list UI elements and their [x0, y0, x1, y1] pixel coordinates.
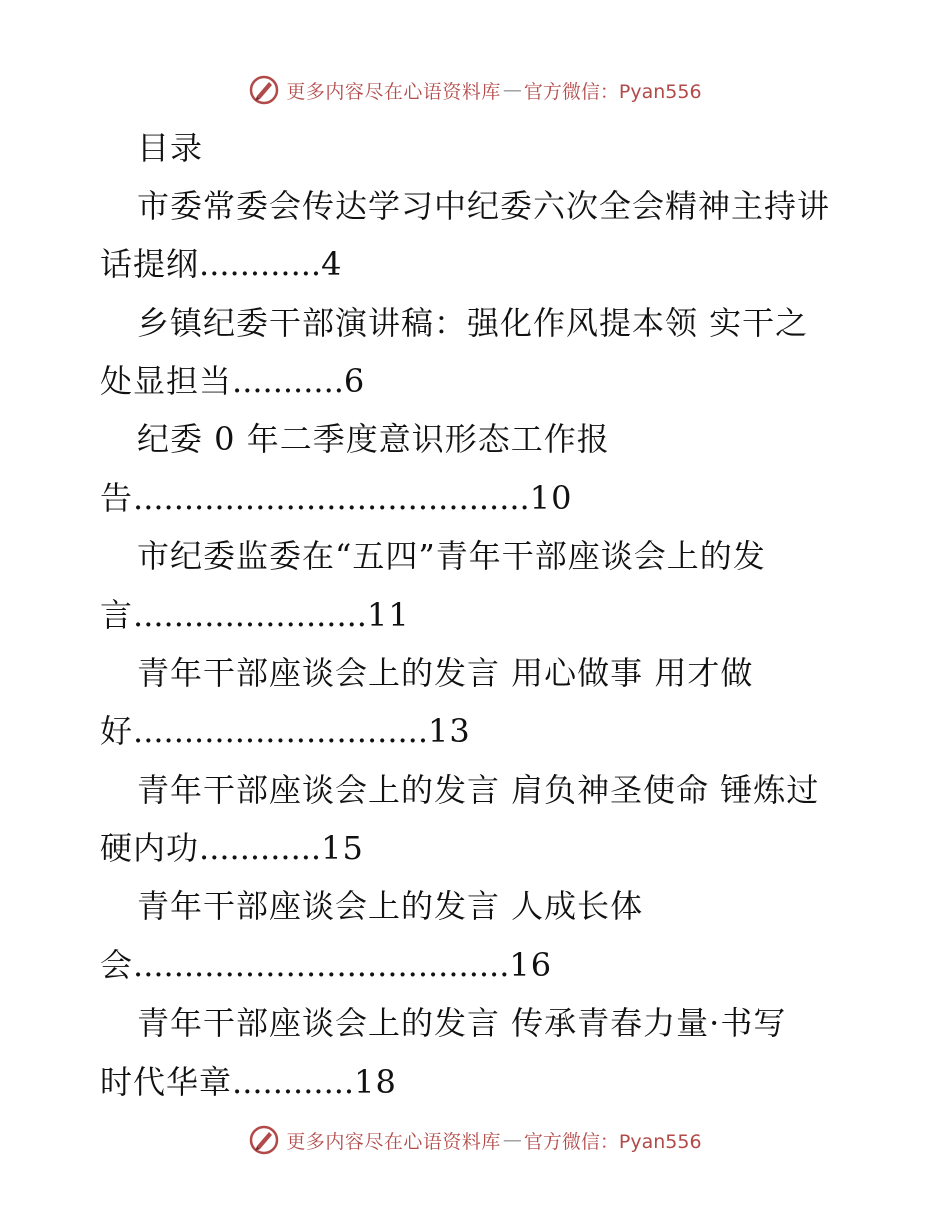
- toc-entry-continuation: 告.......................................10: [100, 479, 573, 517]
- toc-entry-title: 市委常委会传达学习中纪委六次全会精神主持讲: [137, 187, 831, 225]
- toc-page-number: 10: [529, 479, 573, 517]
- header-watermark: [0, 70, 950, 110]
- pen-logo-icon: [248, 1124, 280, 1156]
- footer-watermark: [0, 1120, 950, 1160]
- toc-entry-title: 青年干部座谈会上的发言 用心做事 用才做: [137, 654, 754, 692]
- toc-entry-title: 青年干部座谈会上的发言 传承青春力量·书写: [137, 1004, 787, 1042]
- toc-entry-continuation: 硬内功............15: [100, 829, 364, 867]
- toc-entry-continuation: 时代华章............18: [100, 1063, 397, 1101]
- toc-dot-leader: .......................: [133, 596, 367, 634]
- toc-entry-title: 青年干部座谈会上的发言 人成长体: [137, 887, 644, 925]
- toc-entry-continuation: 话提纲............4: [100, 245, 343, 283]
- toc-page-number: 18: [354, 1063, 397, 1101]
- toc-dot-leader: ...........: [232, 362, 344, 400]
- pen-logo-icon: [248, 74, 280, 106]
- watermark-wechat: 官方微信：Pyan556: [523, 1130, 702, 1153]
- toc-entry-continuation: 处显担当...........6: [100, 362, 366, 400]
- toc-page-number: 15: [321, 829, 364, 867]
- toc-entry-continuation: 会.....................................16: [100, 946, 553, 984]
- watermark-text: 更多内容尽在心语资料库: [286, 1130, 501, 1153]
- toc-entry-continuation: 好.............................13: [100, 712, 471, 750]
- toc-dot-leader: .....................................: [133, 946, 510, 984]
- toc-page-number: 16: [509, 946, 553, 984]
- watermark-wechat: 官方微信：Pyan556: [523, 80, 702, 103]
- watermark-separator: —: [502, 79, 522, 101]
- toc-dot-leader: ............: [199, 829, 322, 867]
- watermark-separator: —: [502, 1129, 522, 1151]
- toc-entry-title: 青年干部座谈会上的发言 肩负神圣使命 锤炼过: [137, 771, 820, 809]
- toc-heading: 目录: [137, 129, 204, 167]
- toc-dot-leader: .............................: [133, 712, 428, 750]
- watermark-text: 更多内容尽在心语资料库: [286, 80, 501, 103]
- toc-page-number: 4: [321, 245, 343, 283]
- toc-dot-leader: ............: [232, 1063, 355, 1101]
- toc-entry-continuation: 言.......................11: [100, 596, 410, 634]
- toc-dot-leader: ............: [199, 245, 322, 283]
- toc-dot-leader: .......................................: [133, 479, 530, 517]
- toc-entry-title: 纪委 0 年二季度意识形态工作报: [137, 420, 610, 458]
- toc-entry-title: 乡镇纪委干部演讲稿：强化作风提本领 实干之: [137, 304, 809, 342]
- toc-page-number: 6: [343, 362, 366, 400]
- toc-page-number: 13: [428, 712, 471, 750]
- toc-page-number: 11: [366, 596, 410, 634]
- toc-entry-title: 市纪委监委在“五四”青年干部座谈会上的发: [137, 537, 766, 575]
